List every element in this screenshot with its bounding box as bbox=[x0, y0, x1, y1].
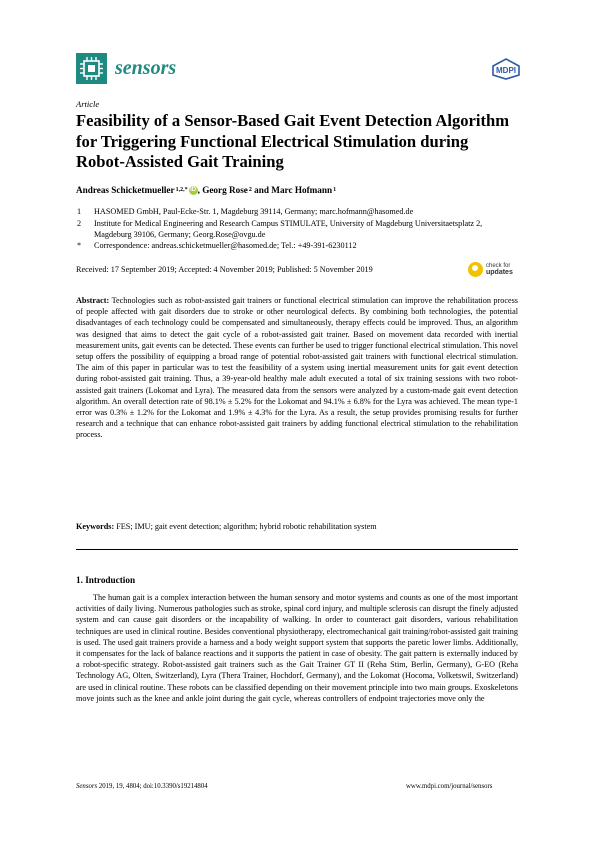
author-separator: , bbox=[197, 185, 203, 195]
author-affiliation-sup: 2 bbox=[248, 187, 252, 193]
journal-logo[interactable] bbox=[76, 53, 176, 84]
author-affiliation-sup: 1 bbox=[333, 187, 337, 193]
author-separator: and bbox=[251, 185, 272, 195]
correspondence bbox=[77, 241, 514, 252]
author-affiliation-sup: 1,2,* bbox=[175, 187, 188, 193]
keywords bbox=[76, 521, 518, 532]
affiliation-text: Institute for Medical Engineering and Research Campus STIMULATE, University of Magdeburg Universitaetsplatz 2, Magdeburg 39106, Germany; Georg.Rose@ovgu.de bbox=[94, 219, 483, 239]
keywords-text: FES; IMU; gait event detection; algorithm; hybrid robotic rehabilitation system bbox=[116, 522, 377, 531]
footer-journal: Sensors bbox=[76, 783, 98, 790]
publication-dates: Received: 17 September 2019; Accepted: 4 November 2019; Published: 5 November 2019 bbox=[76, 265, 373, 274]
correspondence-text: Correspondence: andreas.schicketmueller@hasomed.de; Tel.: +49-391-6230112 bbox=[94, 241, 357, 250]
check-updates-label: check for updates bbox=[486, 263, 513, 276]
footer-doi[interactable]: 2019, 19, 4804; doi:10.3390/s19214804 bbox=[98, 783, 208, 790]
paper-title: Feasibility of a Sensor-Based Gait Event Detection Algorithm for Triggering Functional Electrical Stimulation during Robot-Assisted Gait Training bbox=[76, 111, 510, 171]
footer-citation bbox=[76, 783, 208, 790]
introduction-paragraph: The human gait is a complex interaction between the human sensory and motor systems and counts as one of the most important activities of daily living. Numerous pathologies such as stroke, spinal cord injury, and multiple sclerosis can disrupt the finely adjusted system and can cause gait disorders or the incapability of walking. In order to counteract gait disorders, various rehabilitation techniques are used in clinical routine. Besides conventional physiotherapy, electromechanical gait training/robot-assisted gait training is used. The used gait trainers provide a harness and a body weight support system that supports the paretic lower limbs. Additionally, it compensates for the lack of balance reactions and it supports the patient in case of obesity. The gait pattern is externally induced by a robot-specific strategy. Robot-assisted gait trainers such as the Gait Trainer GT II (Reha Stim, Berlin, Germany), G-EO (Reha Technology AG, Olten, Switzerland), Lyra (Thera Trainer, Hochdorf, Germany), and the Lokomat (Hocoma, Volketswil, Switzerland) are used in clinical routine. These robots can be classified depending on their movement principle into two main groups. Exoskeletons move joints such as the knee and ankle joint during the gait cycle, whereas controllers of endpoint trajectories move only the bbox=[76, 593, 518, 703]
affiliation-text: HASOMED GmbH, Paul-Ecke-Str. 1, Magdeburg 39114, Germany; marc.hofmann@hasomed.de bbox=[94, 207, 414, 216]
sensors-logo-icon bbox=[76, 53, 107, 84]
author-name[interactable]: Georg Rose bbox=[202, 185, 248, 195]
keywords-label: Keywords: bbox=[76, 522, 115, 531]
check-updates-icon bbox=[468, 262, 483, 277]
article-type: Article bbox=[76, 99, 100, 109]
mdpi-logo-icon[interactable] bbox=[491, 58, 521, 85]
abstract-label: Abstract: bbox=[76, 296, 110, 305]
orcid-icon[interactable]: iD bbox=[190, 186, 197, 193]
journal-name: sensors bbox=[115, 57, 177, 79]
affiliation-mark: * bbox=[77, 241, 82, 250]
abstract-text: Technologies such as robot-assisted gait trainers or functional electrical stimulation can improve the rehabilitation process of people affected with gait disorders due to stroke or other neurological defects. By combining both technologies, the potential disadvantages of each technology could be compensated and simultaneously, therapy effects could be improved. Thus, an algorithm was designed that aims to detect the gait cycle of a robot-assisted gait trainer. Based on movement data recorded with inertial measurement units, gait events can be detected. These events can further be used to trigger functional electrical stimulation. This novel setup offers the possibility of equipping a broad range of potential robot-assisted gait trainers with functional electrical stimulation. The aim of this paper in particular was to test the feasibility of a system using inertial measurement units for gait event detection during robot-assisted gait training. Thus, a 39-year-old healthy male adult executed a total of six training sessions with two robot-assisted gait trainers (Lokomat and Lyra). The measured data from the sensors were analyzed by a custom-made gait event detection algorithm. An overall detection rate of 98.1% ± 5.2% for the Lokomat and 94.1% ± 6.8% for the Lyra was achieved. The mean type-1 error was 0.3% ± 1.2% for the Lokomat and 1.9% ± 4.3% for the Lyra. As a result, the setup provides promising results for further research and a technique that can enhance robot-assisted gait trainers by adding functional electrical stimulation to the rehabilitation process. bbox=[76, 296, 518, 440]
author-name[interactable]: Andreas Schicketmueller bbox=[76, 185, 175, 195]
footer-url[interactable]: www.mdpi.com/journal/sensors bbox=[406, 783, 493, 790]
affiliation-2 bbox=[77, 219, 514, 240]
affiliation-mark: 1 bbox=[77, 207, 82, 216]
svg-text:MDPI: MDPI bbox=[496, 66, 516, 75]
affiliation-mark: 2 bbox=[77, 219, 82, 228]
abstract bbox=[76, 295, 518, 441]
author-list bbox=[76, 185, 336, 195]
divider bbox=[76, 549, 518, 550]
author-name[interactable]: Marc Hofmann bbox=[271, 185, 333, 195]
check-for-updates-button[interactable] bbox=[468, 262, 513, 277]
section-heading: 1. Introduction bbox=[76, 575, 136, 585]
affiliation-1 bbox=[77, 207, 514, 218]
